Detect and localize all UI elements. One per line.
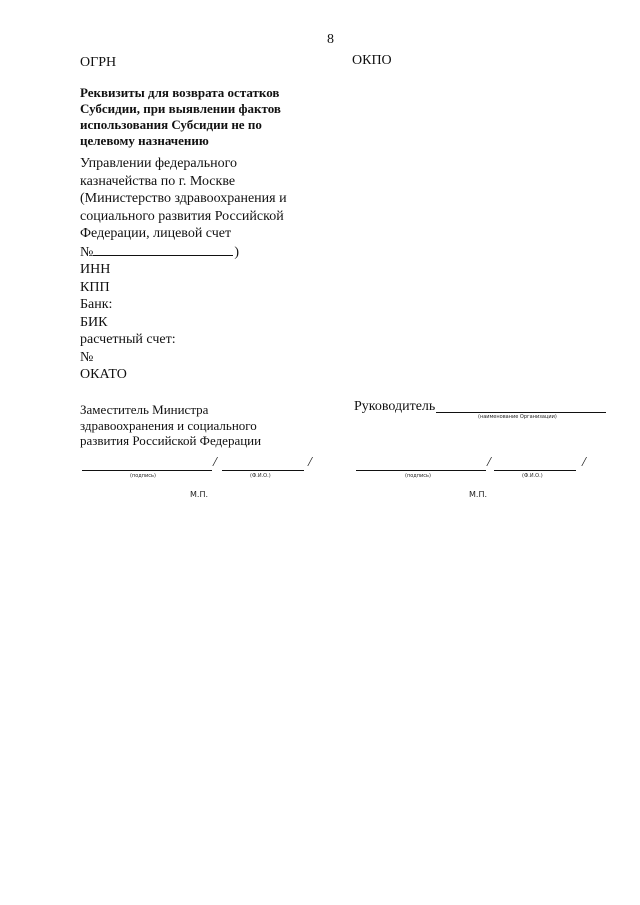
okato-label: ОКАТО <box>80 367 127 382</box>
deputy-title-line: развития Российской Федерации <box>80 433 262 448</box>
heading-line: Реквизиты для возврата остатков <box>80 85 280 100</box>
deputy-title-line: Заместитель Министра <box>80 402 209 417</box>
account-number-blank <box>93 243 233 256</box>
deputy-minister-title <box>80 402 320 449</box>
head-of-organization-label: Руководитель <box>354 399 436 414</box>
heading-line: Субсидии, при выявлении фактов <box>80 101 281 116</box>
refund-details-heading <box>80 85 320 149</box>
payment-details-block <box>80 155 340 384</box>
account-number-suffix: ) <box>234 244 240 260</box>
settlement-account-label: расчетный счет: <box>80 332 176 347</box>
treasury-line: Управлении федерального <box>80 156 238 171</box>
treasury-line: казначейства по г. Москве <box>80 173 236 189</box>
organization-name-caption: (наименование Организации) <box>478 414 557 420</box>
right-name-line <box>494 470 576 471</box>
bank-label: Банк: <box>80 297 113 312</box>
treasury-line: (Министерство здравоохранения и <box>80 191 287 206</box>
right-name-separator: / <box>582 455 586 470</box>
inn-label: ИНН <box>80 262 111 277</box>
heading-line: целевому назначению <box>80 133 209 148</box>
page-number: 8 <box>327 32 334 47</box>
account-number-prefix: № <box>80 244 94 260</box>
deputy-title-line: здравоохранения и социального <box>80 417 257 433</box>
okpo-label: ОКПО <box>352 53 392 68</box>
treasury-line: социального развития Российской <box>80 208 284 224</box>
left-stamp-label: М.П. <box>190 490 209 499</box>
left-signature-caption: (подпись) <box>130 473 156 479</box>
organization-name-line <box>436 412 606 413</box>
ogrn-label: ОГРН <box>80 55 117 70</box>
bik-label: БИК <box>80 314 108 330</box>
right-name-caption: (Ф.И.О.) <box>522 473 543 479</box>
left-name-separator: / <box>308 455 312 470</box>
left-signature-line <box>82 470 212 471</box>
number-sign: № <box>80 349 94 365</box>
left-signature-separator: / <box>213 455 217 470</box>
right-signature-caption: (подпись) <box>405 473 431 479</box>
account-number-line <box>80 243 340 262</box>
right-signature-separator: / <box>487 455 491 470</box>
right-stamp-label: М.П. <box>469 490 488 499</box>
treasury-line: Федерации, лицевой счет <box>80 226 232 241</box>
left-name-caption: (Ф.И.О.) <box>250 473 271 479</box>
left-name-line <box>222 470 304 471</box>
heading-line: использования Субсидии не по <box>80 117 262 132</box>
right-signature-line <box>356 470 486 471</box>
kpp-label: КПП <box>80 279 110 295</box>
